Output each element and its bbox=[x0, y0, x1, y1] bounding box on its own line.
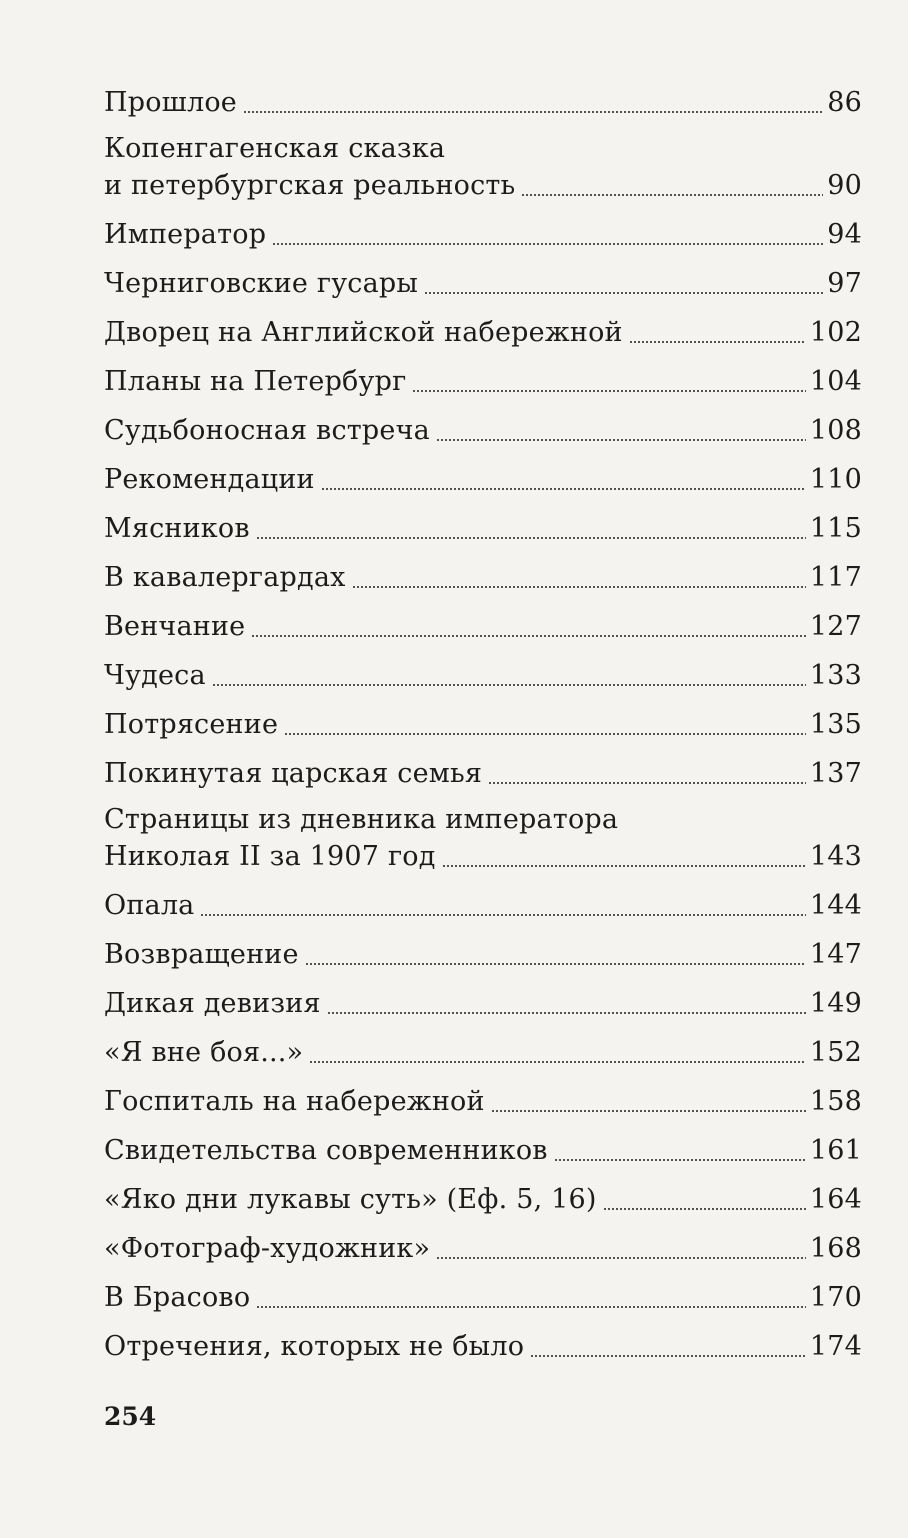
dot-leader bbox=[488, 782, 806, 784]
toc-entry-page-number: 147 bbox=[809, 939, 862, 970]
toc-entry-page-number: 170 bbox=[809, 1282, 862, 1313]
toc-entry-title: Николая II за 1907 год bbox=[104, 841, 436, 872]
toc-entry-line bbox=[104, 881, 862, 930]
toc-entry-title: Мясников bbox=[104, 513, 250, 544]
toc-entry-title: «Я вне боя...» bbox=[104, 1037, 304, 1068]
toc-entry-page-number: 117 bbox=[809, 562, 862, 593]
toc-entry-title: В Брасово bbox=[104, 1282, 251, 1313]
toc-entry bbox=[104, 1224, 862, 1273]
toc-entry bbox=[104, 553, 862, 602]
toc-entry-page-number: 174 bbox=[809, 1331, 862, 1362]
toc-entry-line bbox=[104, 651, 862, 700]
toc-entry-page-number: 168 bbox=[809, 1233, 862, 1264]
toc-entry-page-number: 108 bbox=[809, 415, 862, 446]
toc-entry-line bbox=[104, 504, 862, 553]
dot-leader bbox=[436, 439, 806, 441]
toc-entry-page-number: 104 bbox=[809, 366, 862, 397]
toc-entry-page-number: 133 bbox=[809, 660, 862, 691]
toc-entry-line bbox=[104, 1028, 862, 1077]
toc-entry-page-number: 143 bbox=[809, 841, 862, 872]
toc-entry-title: Дворец на Английской набережной bbox=[104, 317, 623, 348]
toc-entry-page-number: 90 bbox=[827, 170, 862, 201]
toc-entry-title: Госпиталь на набережной bbox=[104, 1086, 485, 1117]
toc-entry bbox=[104, 210, 862, 259]
toc-entry-title: и петербургская реальность bbox=[104, 170, 516, 201]
toc-entry-title: Рекомендации bbox=[104, 464, 315, 495]
toc-entry-line bbox=[104, 1126, 862, 1175]
toc-entry-line bbox=[104, 455, 862, 504]
toc-entry-page-number: 135 bbox=[809, 709, 862, 740]
toc-entry-page-number: 158 bbox=[809, 1086, 862, 1117]
toc-entry-line bbox=[104, 1224, 862, 1273]
toc-entry-title: Планы на Петербург bbox=[104, 366, 407, 397]
toc-entry bbox=[104, 259, 862, 308]
dot-leader bbox=[200, 914, 805, 916]
toc-entry-title: В кавалергардах bbox=[104, 562, 346, 593]
toc-entry-line bbox=[104, 553, 862, 602]
toc-entry-line bbox=[104, 308, 862, 357]
toc-entry-title: Покинутая царская семья bbox=[104, 758, 483, 789]
toc-entry bbox=[104, 1273, 862, 1322]
dot-leader bbox=[442, 865, 806, 867]
dot-leader bbox=[321, 488, 806, 490]
toc-entry-line bbox=[104, 979, 862, 1028]
toc-entry-page-number: 164 bbox=[809, 1184, 862, 1215]
dot-leader bbox=[305, 963, 806, 965]
toc-entry-title: Опала bbox=[104, 890, 195, 921]
toc-entry bbox=[104, 602, 862, 651]
toc-entry-page-number: 161 bbox=[809, 1135, 862, 1166]
toc-entry-page-number: 94 bbox=[827, 219, 862, 250]
dot-leader bbox=[309, 1061, 806, 1063]
toc-entry-title-line: Страницы из дневника императора bbox=[104, 804, 619, 835]
dot-leader bbox=[251, 635, 806, 637]
toc-entry-page-number: 86 bbox=[827, 87, 862, 118]
toc-entry bbox=[104, 1077, 862, 1126]
toc-entry-title: Венчание bbox=[104, 611, 246, 642]
toc-entry bbox=[104, 1126, 862, 1175]
toc-entry bbox=[104, 357, 862, 406]
toc-entry bbox=[104, 749, 862, 798]
toc-entry-page-number: 149 bbox=[809, 988, 862, 1019]
toc-entry-title: Император bbox=[104, 219, 267, 250]
toc-entry bbox=[104, 1322, 862, 1371]
page-number: 254 bbox=[104, 1402, 157, 1431]
toc-entry-title: «Фотограф-художник» bbox=[104, 1233, 431, 1264]
toc-entry-line bbox=[104, 749, 862, 798]
toc-entry-line bbox=[104, 1322, 862, 1371]
toc-entry-line bbox=[104, 930, 862, 979]
dot-leader bbox=[212, 684, 806, 686]
toc-entry bbox=[104, 930, 862, 979]
dot-leader bbox=[327, 1012, 806, 1014]
toc-entry bbox=[104, 1028, 862, 1077]
toc-entry-line bbox=[104, 832, 862, 881]
dot-leader bbox=[436, 1257, 806, 1259]
dot-leader bbox=[256, 537, 806, 539]
toc-entry-title: Свидетельства современников bbox=[104, 1135, 548, 1166]
toc-entry-line bbox=[104, 210, 862, 259]
dot-leader bbox=[352, 586, 806, 588]
toc-entry-title: Прошлое bbox=[104, 87, 237, 118]
toc-entry-title: «Яко дни лукавы суть» (Еф. 5, 16) bbox=[104, 1184, 597, 1215]
toc-entry-title: Судьбоносная встреча bbox=[104, 415, 430, 446]
toc-entry-page-number: 102 bbox=[809, 317, 862, 348]
toc-entry-page-number: 97 bbox=[827, 268, 862, 299]
toc-entry bbox=[104, 504, 862, 553]
dot-leader bbox=[530, 1355, 806, 1357]
dot-leader bbox=[603, 1208, 806, 1210]
dot-leader bbox=[256, 1306, 806, 1308]
toc-entry bbox=[104, 979, 862, 1028]
toc-entry-line bbox=[104, 406, 862, 455]
toc-entry-title: Потрясение bbox=[104, 709, 279, 740]
toc-entry bbox=[104, 651, 862, 700]
toc-entry-title: Черниговские гусары bbox=[104, 268, 419, 299]
toc-entry bbox=[104, 881, 862, 930]
toc-entry-line bbox=[104, 259, 862, 308]
toc-entry bbox=[104, 78, 862, 127]
toc-entry-page-number: 137 bbox=[809, 758, 862, 789]
toc-entry-line bbox=[104, 602, 862, 651]
dot-leader bbox=[284, 733, 806, 735]
toc-entry bbox=[104, 455, 862, 504]
toc-entry-title: Отречения, которых не было bbox=[104, 1331, 525, 1362]
toc-entry-line bbox=[104, 1273, 862, 1322]
toc-entry-title: Дикая девизия bbox=[104, 988, 321, 1019]
toc-entry bbox=[104, 308, 862, 357]
table-of-contents bbox=[104, 78, 862, 1371]
toc-entry-page-number: 115 bbox=[809, 513, 862, 544]
toc-entry bbox=[104, 700, 862, 749]
dot-leader bbox=[243, 111, 823, 113]
toc-entry-title: Чудеса bbox=[104, 660, 206, 691]
dot-leader bbox=[491, 1110, 806, 1112]
toc-entry-page-number: 110 bbox=[809, 464, 862, 495]
toc-entry bbox=[104, 1175, 862, 1224]
dot-leader bbox=[424, 292, 823, 294]
dot-leader bbox=[272, 243, 823, 245]
toc-entry-page-number: 152 bbox=[809, 1037, 862, 1068]
toc-entry-line bbox=[104, 1077, 862, 1126]
toc-entry-line bbox=[104, 357, 862, 406]
toc-entry bbox=[104, 406, 862, 455]
toc-entry bbox=[104, 127, 862, 210]
toc-entry bbox=[104, 798, 862, 881]
toc-entry-title-line: Копенгагенская сказка bbox=[104, 133, 446, 164]
dot-leader bbox=[629, 341, 806, 343]
dot-leader bbox=[554, 1159, 806, 1161]
toc-entry-line bbox=[104, 161, 862, 210]
toc-entry-page-number: 127 bbox=[809, 611, 862, 642]
toc-entry-page-number: 144 bbox=[809, 890, 862, 921]
dot-leader bbox=[412, 390, 805, 392]
toc-entry-title: Возвращение bbox=[104, 939, 299, 970]
toc-entry-line bbox=[104, 78, 862, 127]
dot-leader bbox=[521, 194, 823, 196]
toc-entry-line bbox=[104, 1175, 862, 1224]
toc-entry-line bbox=[104, 700, 862, 749]
